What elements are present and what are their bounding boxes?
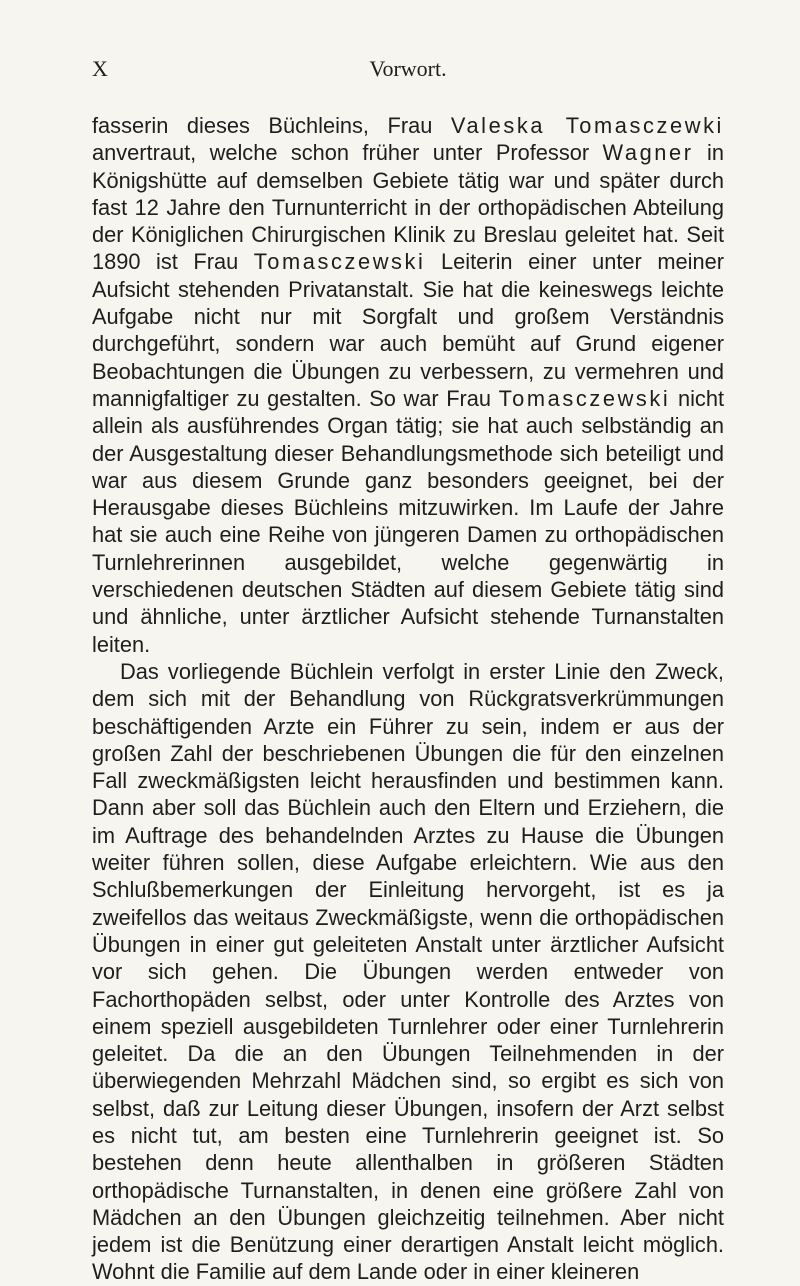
page-number: X: [92, 56, 109, 81]
spaced-name: Tomasczewski: [498, 385, 671, 411]
spaced-name: Valeska Tomasczewki: [450, 113, 725, 138]
page-header: [92, 56, 724, 90]
text-run: anvertraut, welche schon früher unter Professor: [92, 140, 603, 166]
paragraph-1: [92, 112, 724, 658]
text-run: nicht allein als ausführendes Organ tätig; sie hat auch selbständig an der Ausgestaltung dieser Behandlungsmethode sich beteiligt und war aus diesem Grunde ganz besonders geeignet, bei der Herausgabe dieses Büchleins mitzuwirken. Im Laufe der Jahre hat sie auch eine Reihe von jüngeren Damen zu orthopädischen Turnlehrerinnen ausgebildet, welche gegenwärtig in verschiedenen deutschen Städten auf diesem Gebiete tätig sind und ähnliche, unter ärztlicher Aufsicht stehende Turnanstalten leiten.: [92, 385, 724, 657]
spaced-name: Wagner: [602, 140, 694, 166]
spaced-name: Tomasczewski: [253, 249, 426, 275]
text-run: fasserin dieses Büchleins, Frau: [92, 113, 451, 138]
text-run: Leiterin einer unter meiner Aufsicht stehenden Privatanstalt. Sie hat die keineswegs leichte Aufgabe nicht nur mit Sorgfalt und großem Verständnis durchgeführt, sondern war auch bemüht auf Grund eigener Beobachtungen die Übungen zu verbessern, zu vermehren und mannigfaltiger zu gestalten. So war Frau: [92, 249, 724, 411]
text-run: in Königshütte auf demselben Gebiete tätig war und später durch fast 12 Jahre den Turnunterricht in der orthopädischen Abteilung der Königlichen Chirurgischen Klinik zu Breslau geleitet hat. Seit 1890 ist Frau: [92, 140, 724, 275]
running-head: Vorwort.: [369, 56, 447, 81]
body-text: [92, 112, 724, 1286]
paragraph-2: Das vorliegende Büchlein verfolgt in erster Linie den Zweck, dem sich mit der Behandlung von Rückgratsverkrümmungen beschäftigenden Arzte ein Führer zu sein, indem er aus der großen Zahl der beschriebenen Übungen die für den einzelnen Fall zweckmäßigsten leicht herausfinden und bestimmen kann. Dann aber soll das Büchlein auch den Eltern und Erziehern, die im Auftrage des behandelnden Arztes zu Hause die Übungen weiter führen sollen, diese Aufgabe erleichtern. Wie aus den Schlußbemerkungen der Einleitung hervorgeht, ist es ja zweifellos das weitaus Zweckmäßigste, wenn die orthopädischen Übungen in einer gut geleiteten Anstalt unter ärztlicher Aufsicht vor sich gehen. Die Übungen werden entweder von Fachorthopäden selbst, oder unter Kontrolle des Arztes von einem speziell ausgebildeten Turnlehrer oder einer Turnlehrerin geleitet. Da die an den Übungen Teilnehmenden in der überwiegenden Mehrzahl Mädchen sind, so ergibt es sich von selbst, daß zur Leitung dieser Übungen, insofern der Arzt selbst es nicht tut, am besten eine Turnlehrerin geeignet ist. So bestehen denn heute allenthalben in größeren Städten orthopädische Turnanstalten, in denen eine größere Zahl von Mädchen an den Übungen gleichzeitig teilnehmen. Aber nicht jedem ist die Benützung einer derartigen Anstalt leicht möglich. Wohnt die Familie auf dem Lande oder in einer kleineren: [92, 658, 724, 1285]
